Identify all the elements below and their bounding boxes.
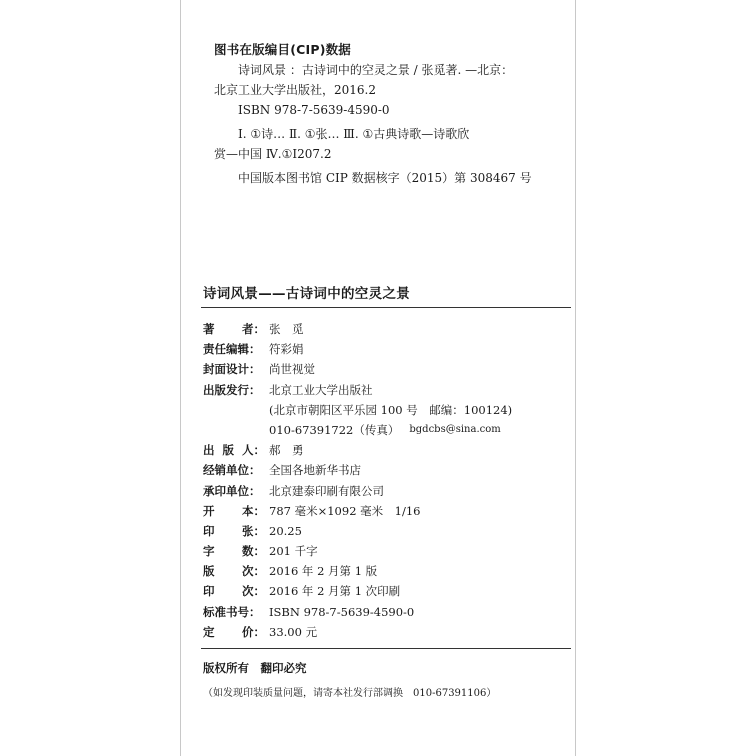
colophon-label: 标准书号： bbox=[203, 604, 261, 619]
colophon-label: 出版发行： bbox=[203, 382, 261, 397]
colophon-value: 全国各地新华书店 bbox=[269, 463, 361, 478]
cip-line-publisher: 北京工业大学出版社，2016.2 bbox=[214, 83, 376, 97]
colophon-value: 20.25 bbox=[269, 523, 302, 538]
colophon-row-sheets bbox=[203, 521, 573, 541]
cip-line-classification-cont: 赏—中国 Ⅳ.①I207.2 bbox=[214, 147, 332, 161]
colophon-value: 郝 勇 bbox=[269, 443, 304, 458]
colophon-label: 开 本： bbox=[203, 503, 265, 518]
colophon-label: 经销单位： bbox=[203, 463, 261, 478]
cip-heading: 图书在版编目(CIP)数据 bbox=[214, 42, 352, 57]
colophon-row-word-count bbox=[203, 541, 573, 561]
colophon-value: 张 觅 bbox=[269, 322, 304, 336]
colophon-label: 著 者： bbox=[203, 322, 265, 336]
colophon-value: 2016 年 2 月第 1 版 bbox=[269, 564, 378, 579]
cip-line-title: 诗词风景 ：古诗词中的空灵之景 / 张觅著. —北京： bbox=[238, 63, 514, 77]
publisher-phone: 010-67391722（传真） bbox=[269, 422, 400, 437]
colophon-label: 承印单位： bbox=[203, 483, 261, 498]
colophon-label: 封面设计： bbox=[203, 362, 261, 377]
colophon-label: 版 次： bbox=[203, 564, 265, 579]
colophon-row-distribution bbox=[203, 380, 573, 400]
colophon-row-isbn bbox=[203, 602, 573, 622]
colophon-row-cover-design bbox=[203, 359, 573, 379]
cip-line-record-number: 中国版本图书馆 CIP 数据核字（2015）第 308467 号 bbox=[238, 171, 532, 185]
colophon-row-publisher-person bbox=[203, 440, 573, 460]
colophon-row-distributor bbox=[203, 460, 573, 480]
colophon-value: 尚世视觉 bbox=[269, 362, 315, 377]
cip-line-isbn: ISBN 978-7-5639-4590-0 bbox=[238, 103, 390, 117]
copyright-notice: （如发现印装质量问题，请寄本社发行部调换 010-67391106） bbox=[203, 688, 497, 699]
colophon-row-format bbox=[203, 501, 573, 521]
copyright-block bbox=[203, 660, 573, 699]
colophon-value: 北京工业大学出版社 bbox=[269, 382, 373, 397]
colophon-value: 2016 年 2 月第 1 次印刷 bbox=[269, 584, 401, 599]
colophon-label: 定 价： bbox=[203, 624, 265, 639]
publisher-address: (北京市朝阳区平乐园 100 号 邮编：100124) bbox=[269, 402, 513, 417]
colophon-label: 责任编辑： bbox=[203, 342, 261, 357]
publisher-contact bbox=[203, 420, 573, 440]
cip-block bbox=[214, 40, 554, 188]
colophon-label: 印 张： bbox=[203, 523, 265, 538]
colophon-value: 787 毫米×1092 毫米 1/16 bbox=[269, 503, 421, 518]
colophon-value: 33.00 元 bbox=[269, 624, 318, 639]
divider-top bbox=[201, 307, 571, 308]
publisher-email: bgdcbs@sina.com bbox=[409, 423, 501, 435]
colophon-label: 字 数： bbox=[203, 544, 265, 559]
colophon-row-edition bbox=[203, 561, 573, 581]
colophon-row-printing bbox=[203, 581, 573, 601]
colophon-row-price bbox=[203, 622, 573, 642]
colophon-row-printer bbox=[203, 481, 573, 501]
colophon-row-editor bbox=[203, 339, 573, 359]
colophon-label: 印 次： bbox=[203, 584, 265, 599]
copyright-page bbox=[180, 0, 576, 756]
copyright-rights: 版权所有 翻印必究 bbox=[203, 661, 307, 675]
colophon-value: 符彩娟 bbox=[269, 342, 304, 357]
cip-line-classification: Ⅰ. ①诗… Ⅱ. ①张… Ⅲ. ①古典诗歌—诗歌欣 bbox=[238, 127, 470, 141]
colophon-value: 北京建泰印刷有限公司 bbox=[269, 483, 384, 498]
colophon-row-author bbox=[203, 319, 573, 339]
colophon bbox=[203, 319, 573, 642]
colophon-value: 201 千字 bbox=[269, 544, 318, 559]
colophon-label: 出 版 人： bbox=[203, 443, 265, 458]
colophon-value: ISBN 978-7-5639-4590-0 bbox=[269, 604, 415, 619]
divider-bottom bbox=[201, 648, 571, 649]
book-title: 诗词风景——古诗词中的空灵之景 bbox=[203, 286, 410, 302]
